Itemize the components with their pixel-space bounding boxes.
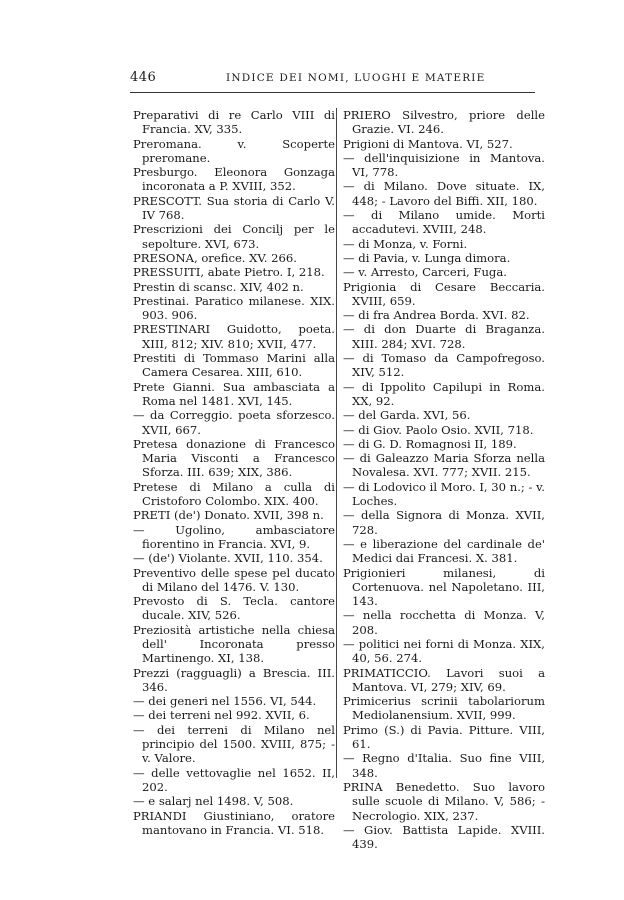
index-entry: Presburgo. Eleonora Gonzaga incoronata a P. XVIII, 352. <box>133 165 335 194</box>
index-entry: PRINA Benedetto. Suo lavoro sulle scuole di Milano. V, 586; - Necrologio. XIX, 237. <box>343 779 545 823</box>
index-entry: PRIMATICCIO. Lavori suoi a Mantova. VI, 279; XIV, 69. <box>343 665 545 694</box>
header-rule <box>130 92 535 93</box>
index-entry: Primicerius scrinii tabolariorum Mediolanensium. XVII, 999. <box>343 694 545 723</box>
index-entry: — Ugolino, ambasciatore fiorentino in Francia. XVI, 9. <box>133 522 335 551</box>
index-entry: — del Garda. XVI, 56. <box>343 408 471 423</box>
index-entry: — dei terreni nel 992. XVII, 6. <box>133 708 310 723</box>
index-entry: — di Lodovico il Moro. I, 30 n.; - v. Loches. <box>343 479 545 509</box>
index-entry: — della Signora di Monza. XVII, 728. <box>343 508 545 537</box>
index-entry: — da Correggio. poeta sforzesco. XVII, 667. <box>133 408 335 437</box>
index-entry: — Regno d'Italia. Suo fine VIII, 348. <box>343 751 545 780</box>
index-entry: — Giov. Battista Lapide. XVIII. 439. <box>343 822 545 852</box>
index-entry: Pretesa donazione di Francesco Maria Visconti a Francesco Sforza. III. 639; XIX, 386. <box>133 436 335 480</box>
index-entry: — di Tomaso da Campofregoso. XIV, 512. <box>343 351 545 380</box>
column-divider <box>336 108 337 778</box>
index-entry: — v. Arresto, Carceri, Fuga. <box>343 265 507 280</box>
index-entry: — di Pavia, v. Lunga dimora. <box>343 250 511 265</box>
running-head: INDICE DEI NOMI, LUOGHI E MATERIE <box>226 72 486 84</box>
index-entry: PRESCOTT. Sua storia di Carlo V. IV 768. <box>133 193 335 223</box>
index-entry: PRIERO Silvestro, priore delle Grazie. VI. 246. <box>343 108 545 137</box>
index-entry: Prestinai. Paratico milanese. XIX. 903. 906. <box>133 293 335 323</box>
left-column <box>133 108 335 837</box>
index-entry: — di G. D. Romagnosi II, 189. <box>343 436 517 451</box>
index-entry: — dei generi nel 1556. VI, 544. <box>133 694 317 709</box>
index-entry: PRESONA, orefice. XV. 266. <box>133 250 297 265</box>
index-entry: — di Ippolito Capilupi in Roma. XX, 92. <box>343 379 545 408</box>
index-entry: PRETI (de') Donato. XVII, 398 n. <box>133 508 324 523</box>
index-entry: — e liberazione del cardinale de' Medici dai Francesi. X. 381. <box>343 536 545 566</box>
index-entry: Preventivo delle spese pel ducato di Milano del 1476. V. 130. <box>133 565 335 594</box>
index-entry: — dei terreni di Milano nel principio del 1500. XVIII, 875; - v. Valore. <box>133 722 335 766</box>
index-entry: Pretese di Milano a culla di Cristoforo Colombo. XIX. 400. <box>133 479 335 509</box>
index-entry: Primo (S.) di Pavia. Pitture. VIII, 61. <box>343 722 545 752</box>
index-entry: Prescrizioni dei Concilj per le sepolture. XVI, 673. <box>133 222 335 251</box>
index-entry: — di Giov. Paolo Osio. XVII, 718. <box>343 422 534 437</box>
index-entry: — (de') Violante. XVII, 110. 354. <box>133 551 323 566</box>
index-entry: Prevosto di S. Tecla. cantore ducale. XIV, 526. <box>133 594 335 623</box>
index-entry: — di fra Andrea Borda. XVI. 82. <box>343 308 530 323</box>
index-entry: — di Galeazzo Maria Sforza nella Novalesa. XVI. 777; XVII. 215. <box>343 451 545 480</box>
index-entry: — di don Duarte di Braganza. XIII. 284; XVI. 728. <box>343 322 545 351</box>
index-entry: PRESSUITI, abate Pietro. I, 218. <box>133 265 325 280</box>
index-entry: Prestin di scansc. XIV, 402 n. <box>133 279 304 294</box>
index-entry: Prigionia di Cesare Beccaria. XVIII, 659. <box>343 279 545 308</box>
index-entry: PRESTINARI Guidotto, poeta. XIII, 812; XIV. 810; XVII, 477. <box>133 322 335 351</box>
index-entry: Prigionieri milanesi, di Cortenuova. nel Napoletano. III, 143. <box>343 565 545 609</box>
index-entry: — e salarj nel 1498. V, 508. <box>133 794 294 809</box>
index-entry: Prete Gianni. Sua ambasciata a Roma nel 1481. XVI, 145. <box>133 379 335 408</box>
index-entry: PRIANDI Giustiniano, oratore mantovano in Francia. VI. 518. <box>133 808 335 837</box>
right-column <box>343 108 545 851</box>
page-number: 446 <box>130 70 157 85</box>
index-entry: — politici nei forni di Monza. XIX, 40, 56. 274. <box>343 636 545 666</box>
index-entry: — di Milano. Dove situate. IX, 448; - Lavoro del Biffi. XII, 180. <box>343 179 545 208</box>
index-entry: — nella rocchetta di Monza. V, 208. <box>343 608 545 637</box>
index-entry: Preziosità artistiche nella chiesa dell' Incoronata presso Martinengo. XI, 138. <box>133 622 335 666</box>
index-entry: — delle vettovaglie nel 1652. II, 202. <box>133 765 335 794</box>
index-entry: — di Monza, v. Forni. <box>343 236 468 251</box>
index-entry: — di Milano umide. Morti accadutevi. XVIII, 248. <box>343 208 545 237</box>
page-header <box>130 70 535 90</box>
index-entry: — dell'inquisizione in Mantova. VI, 778. <box>343 150 545 180</box>
index-entry: Prestiti di Tommaso Marini alla Camera Cesarea. XIII, 610. <box>133 351 335 380</box>
index-entry: Prezzi (ragguagli) a Brescia. III. 346. <box>133 665 335 694</box>
index-entry: Preparativi di re Carlo VIII di Francia. XV, 335. <box>133 108 335 137</box>
index-entry: Preromana. v. Scoperte preromane. <box>133 136 335 165</box>
index-entry: Prigioni di Mantova. VI, 527. <box>343 136 513 151</box>
